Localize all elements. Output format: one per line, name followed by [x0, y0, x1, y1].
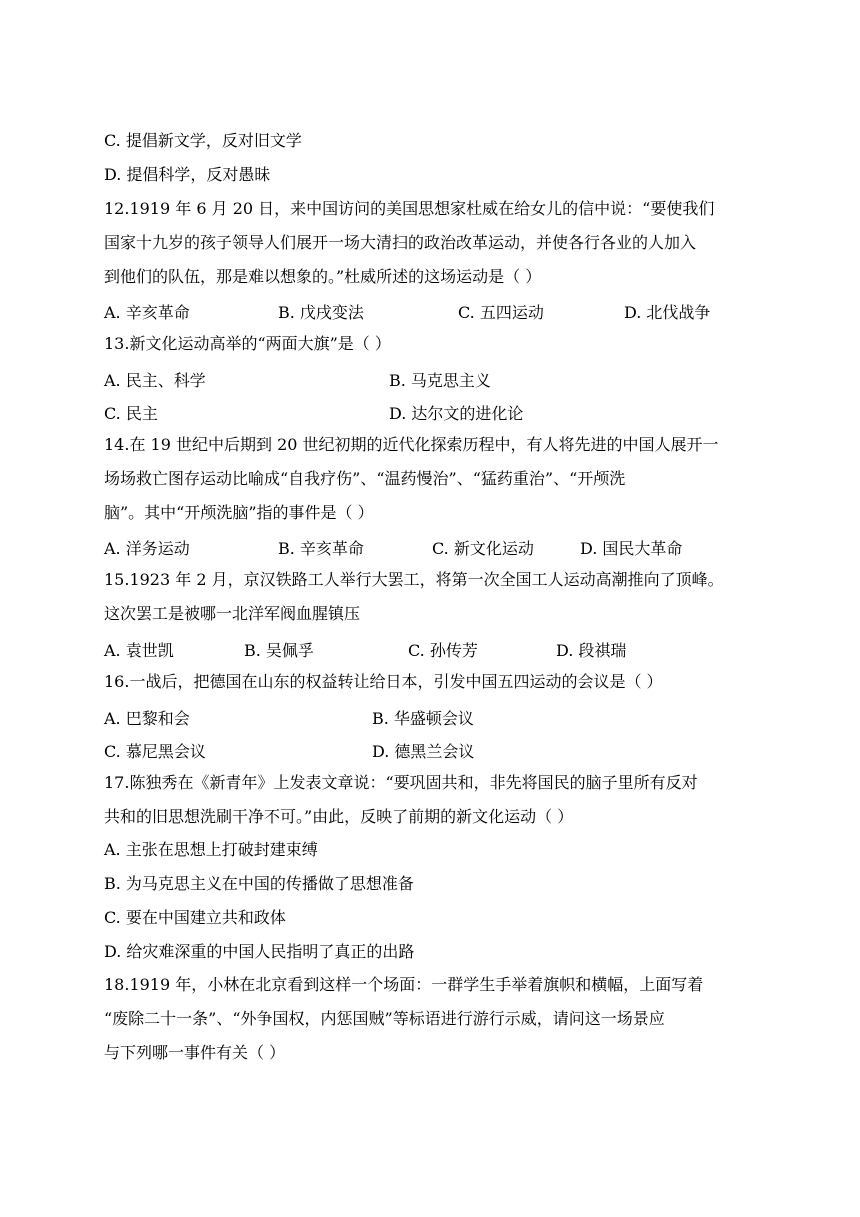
q18-stem-line-2: “废除二十一条”、“外争国权，内惩国贼”等标语进行游行示威，请问这一场景应 [104, 1009, 665, 1028]
q15-option-b: B. 吴佩孚 [244, 641, 314, 660]
q16-option-c: C. 慕尼黑会议 [104, 742, 206, 761]
q15-stem-line-1: 15.1923 年 2 月，京汉铁路工人举行大罢工，将第一次全国工人运动高潮推向了顶峰。 [104, 570, 724, 589]
q16-option-a: A. 巴黎和会 [104, 709, 190, 728]
q15-option-d: D. 段祺瑞 [556, 641, 627, 660]
q17-stem-line-1: 17.陈独秀在《新青年》上发表文章说：“要巩固共和，非先将国民的脑子里所有反对 [104, 773, 698, 792]
q16-option-d: D. 德黑兰会议 [372, 742, 475, 761]
q13-stem: 13.新文化运动高举的“两面大旗”是（ ） [104, 334, 391, 353]
q17-option-d: D. 给灾难深重的中国人民指明了真正的出路 [104, 942, 415, 961]
q18-stem-line-3: 与下列哪一事件有关（ ） [104, 1043, 286, 1062]
q12-stem-line-2: 国家十九岁的孩子领导人们展开一场大清扫的政治改革运动，并使各行各业的人加入 [104, 233, 697, 252]
q16-stem: 16.一战后，把德国在山东的权益转让给日本，引发中国五四运动的会议是（ ） [104, 672, 663, 691]
q13-option-b: B. 马克思主义 [389, 371, 491, 390]
q17-option-c: C. 要在中国建立共和政体 [104, 908, 286, 927]
q14-stem-line-2: 场场救亡图存运动比喻成“自我疗伤”、“温药慢治”、“猛药重治”、“开颅洗 [104, 469, 626, 488]
q15-stem-line-2: 这次罢工是被哪一北洋军阀血腥镇压 [104, 604, 361, 623]
q13-option-c: C. 民主 [104, 404, 158, 423]
q12-stem-line-1: 12.1919 年 6 月 20 日，来中国访问的美国思想家杜威在给女儿的信中说：“要使我们 [104, 199, 715, 218]
q14-option-b: B. 辛亥革命 [278, 539, 364, 558]
q17-stem-line-2: 共和的旧思想洗刷干净不可。”由此，反映了前期的新文化运动（ ） [104, 807, 574, 826]
q14-option-d: D. 国民大革命 [580, 539, 683, 558]
q14-stem-line-1: 14.在 19 世纪中后期到 20 世纪初期的近代化探索历程中，有人将先进的中国人展开一 [104, 435, 719, 454]
q16-option-b: B. 华盛顿会议 [372, 709, 474, 728]
q12-option-c: C. 五四运动 [458, 303, 544, 322]
q12-option-b: B. 戊戌变法 [278, 303, 364, 322]
q17-option-a: A. 主张在思想上打破封建束缚 [104, 840, 318, 859]
q14-stem-line-3: 脑”。其中“开颅洗脑”指的事件是（ ） [104, 503, 374, 522]
option-c-q11: C. 提倡新文学，反对旧文学 [104, 131, 302, 150]
q14-option-a: A. 洋务运动 [104, 539, 190, 558]
q18-stem-line-1: 18.1919 年，小林在北京看到这样一个场面：一群学生手举着旗帜和横幅，上面写着 [104, 975, 704, 994]
q13-option-d: D. 达尔文的进化论 [389, 404, 524, 423]
q13-option-a: A. 民主、科学 [104, 371, 206, 390]
q12-option-d: D. 北伐战争 [624, 303, 711, 322]
q12-option-a: A. 辛亥革命 [104, 303, 190, 322]
q15-option-c: C. 孙传芳 [408, 641, 478, 660]
q12-stem-line-3: 到他们的队伍，那是难以想象的。”杜威所述的这场运动是（ ） [104, 267, 542, 286]
option-d-q11: D. 提倡科学，反对愚昧 [104, 165, 271, 184]
q15-option-a: A. 袁世凯 [104, 641, 174, 660]
q14-option-c: C. 新文化运动 [432, 539, 534, 558]
q17-option-b: B. 为马克思主义在中国的传播做了思想准备 [104, 874, 414, 893]
